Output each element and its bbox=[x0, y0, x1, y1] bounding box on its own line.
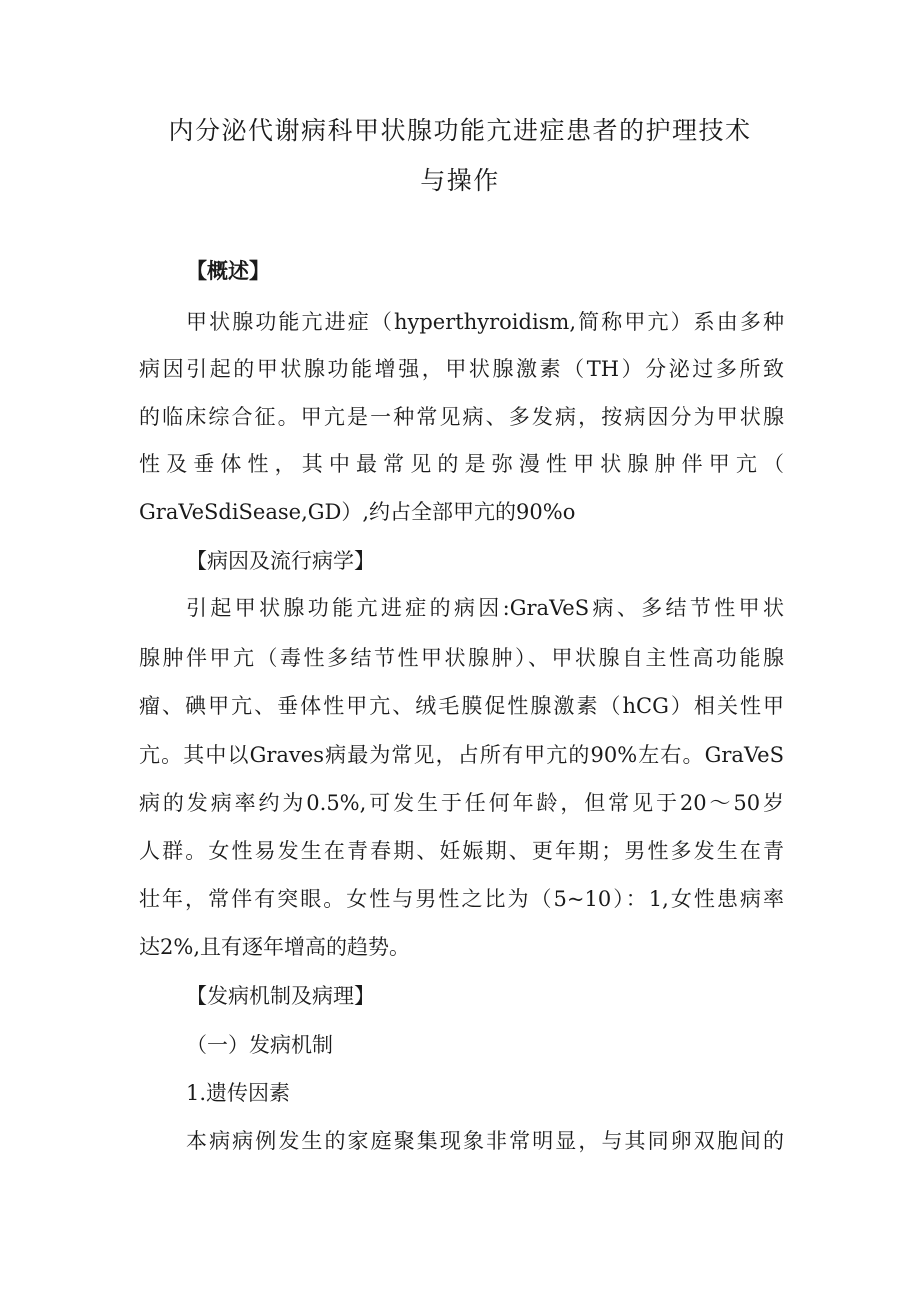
etiology-paragraph-line: 人群。女性易发生在青春期、妊娠期、更年期；男性多发生在青 bbox=[139, 839, 784, 863]
etiology-paragraph-line: 病的发病率约为0.5%,可发生于任何年龄，但常见于20～50岁 bbox=[139, 791, 784, 815]
document-title-line-2: 与操作 bbox=[420, 166, 500, 195]
pathogenesis-item: 1.遗传因素 bbox=[186, 1081, 291, 1105]
etiology-paragraph-line: 引起甲状腺功能亢进症的病因:GraVeS病、多结节性甲状 bbox=[186, 596, 784, 620]
etiology-paragraph-line: 壮年，常伴有突眼。女性与男性之比为（5~10）：1,女性患病率 bbox=[139, 887, 784, 911]
overview-paragraph-line: 的临床综合征。甲亢是一种常见病、多发病，按病因分为甲状腺 bbox=[139, 405, 784, 429]
document-title-line-1: 内分泌代谢病科甲状腺功能亢进症患者的护理技术 bbox=[168, 116, 752, 145]
pathogenesis-paragraph-line: 本病病例发生的家庭聚集现象非常明显，与其同卵双胞间的 bbox=[186, 1129, 784, 1153]
overview-paragraph-line: 甲状腺功能亢进症（hyperthyroidism,简称甲亢）系由多种 bbox=[186, 310, 784, 334]
overview-paragraph-line: 病因引起的甲状腺功能增强，甲状腺激素（TH）分泌过多所致 bbox=[139, 357, 784, 381]
overview-paragraph-line: GraVeSdiSease,GD）,约占全部甲亢的90%o bbox=[139, 500, 576, 524]
etiology-paragraph-line: 瘤、碘甲亢、垂体性甲亢、绒毛膜促性腺激素（hCG）相关性甲 bbox=[139, 694, 784, 718]
pathogenesis-subheading: （一）发病机制 bbox=[186, 1033, 333, 1057]
etiology-paragraph-line: 亢。其中以Graves病最为常见，占所有甲亢的90%左右。GraVeS bbox=[139, 743, 784, 767]
overview-paragraph-line: 性及垂体性，其中最常见的是弥漫性甲状腺肿伴甲亢（ bbox=[139, 452, 784, 476]
overview-heading: 【概述】 bbox=[186, 258, 270, 283]
etiology-heading: 【病因及流行病学】 bbox=[186, 549, 375, 573]
pathogenesis-heading: 【发病机制及病理】 bbox=[186, 984, 375, 1008]
etiology-paragraph-line: 腺肿伴甲亢（毒性多结节性甲状腺肿）、甲状腺自主性高功能腺 bbox=[139, 646, 784, 670]
etiology-paragraph-line: 达2%,且有逐年增高的趋势。 bbox=[139, 935, 410, 959]
